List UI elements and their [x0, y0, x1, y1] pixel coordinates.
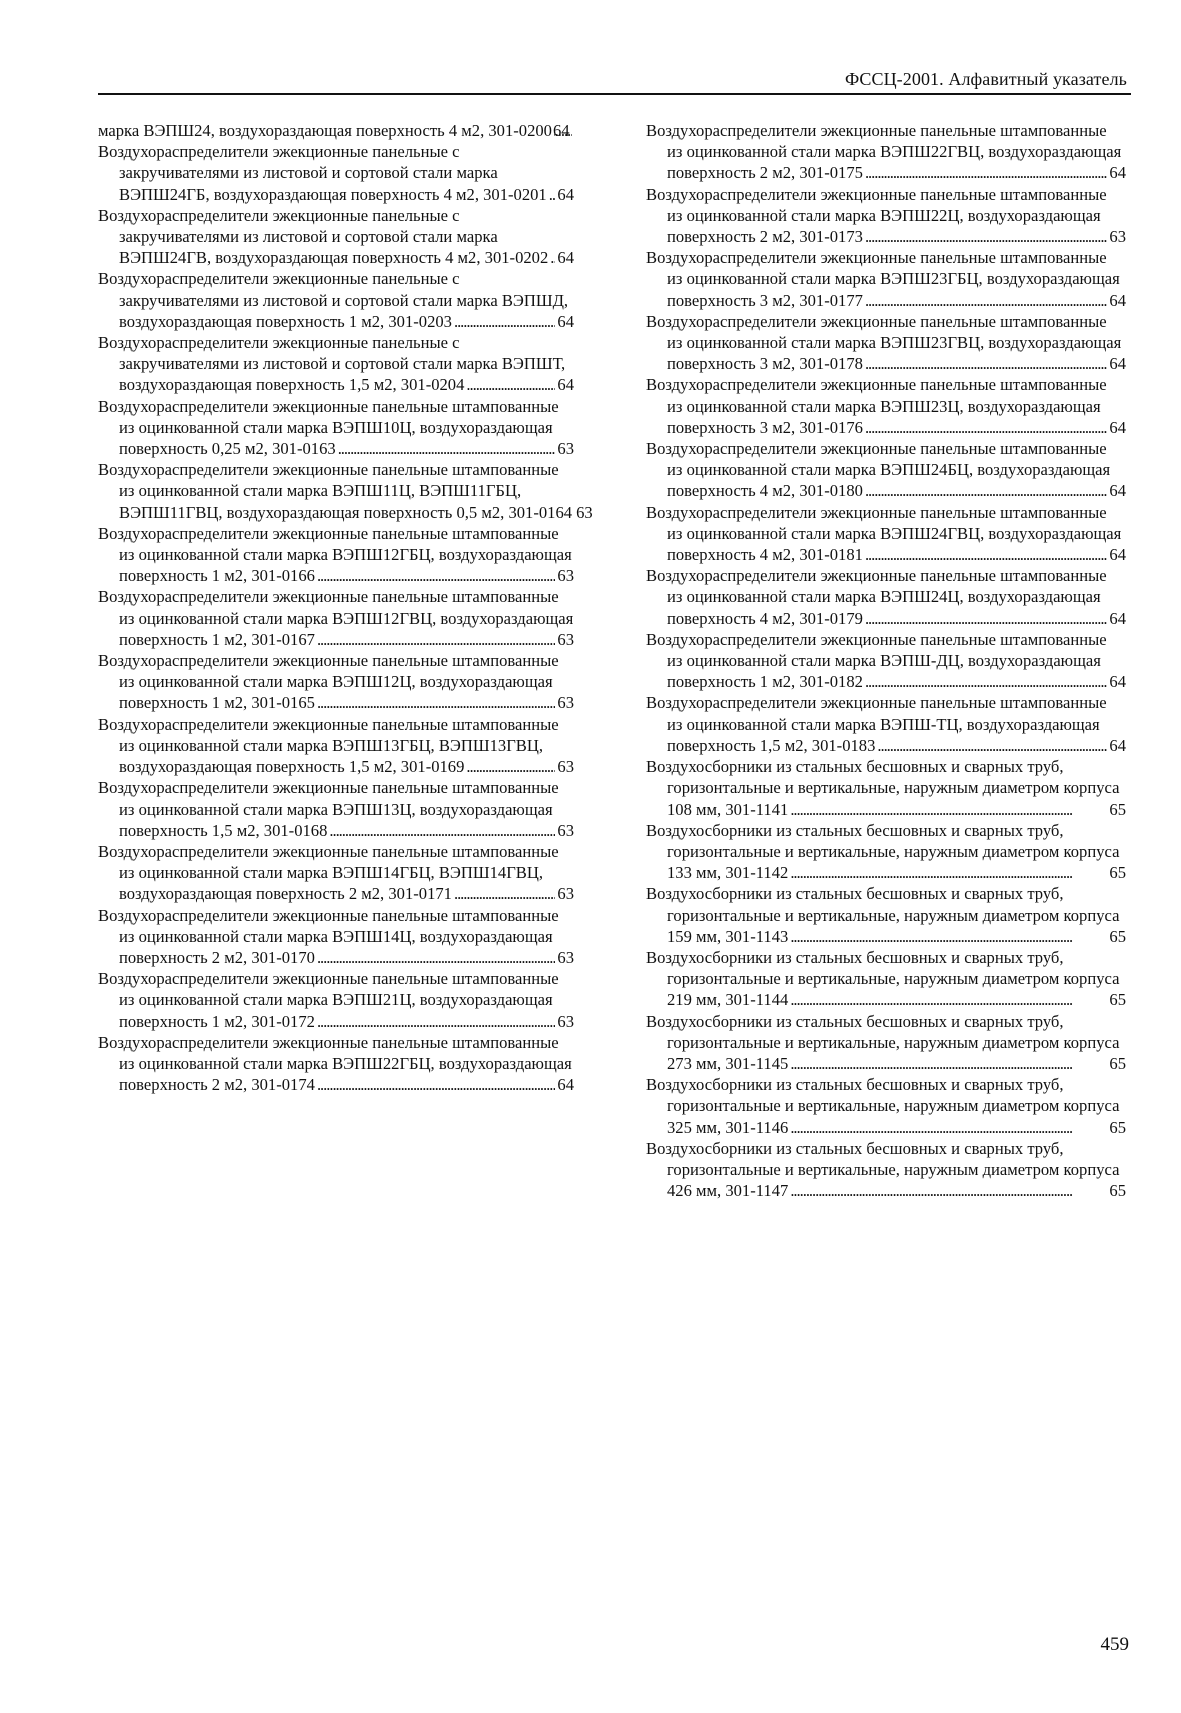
- index-entry-tail: воздухораздающая поверхность 1,5 м2, 301-0204: [119, 375, 465, 395]
- dot-leader: [865, 417, 1107, 438]
- index-page-ref: 65: [1109, 1053, 1126, 1073]
- index-entry: [646, 756, 1126, 820]
- index-entry-tail: поверхность 4 м2, 301-0181: [667, 545, 863, 565]
- index-entry-tail: поверхность 2 м2, 301-0173: [667, 227, 863, 247]
- dot-leader: [790, 799, 1107, 820]
- index-entry-tail: поверхность 1 м2, 301-0166: [119, 566, 315, 586]
- index-entry-tail: поверхность 3 м2, 301-0177: [667, 290, 863, 310]
- index-entry: [646, 947, 1126, 1011]
- index-entry-tail: воздухораздающая поверхность 2 м2, 301-0171: [119, 884, 452, 904]
- index-entry: [646, 184, 1126, 248]
- dot-leader: [454, 311, 555, 332]
- index-entry-text: Воздухораспределители эжекционные панельные штампованные из оцинкованной стали марка ВЭПШ22ГВЦ, воздухораздающая: [646, 121, 1122, 162]
- index-entry-tail: воздухораздающая поверхность 1 м2, 301-0203: [119, 311, 452, 331]
- index-page-ref: 64: [1109, 481, 1126, 501]
- dot-leader: [317, 692, 555, 713]
- index-page-ref: 64: [1109, 163, 1126, 183]
- header-rule: [98, 93, 1131, 95]
- index-entry-text: Воздухораспределители эжекционные панельные штампованные из оцинкованной стали марка ВЭПШ24Ц, воздухораздающая: [646, 566, 1107, 607]
- dot-leader: [790, 862, 1107, 883]
- index-entry: [98, 650, 574, 714]
- index-entry: [98, 714, 574, 778]
- index-entry-text: Воздухораспределители эжекционные панельные с закручивателями из листовой и сортовой стали марка ВЭПШД,: [98, 269, 569, 310]
- index-entry: [646, 1011, 1126, 1075]
- index-entry-text: Воздухораспределители эжекционные панельные штампованные из оцинкованной стали марка ВЭПШ23ГБЦ, воздухораздающая: [646, 248, 1120, 289]
- index-page-ref: 64: [1109, 608, 1126, 628]
- index-entry: [98, 905, 574, 969]
- index-page-ref: 64: [557, 1075, 574, 1095]
- index-page-ref: 63: [1109, 227, 1126, 247]
- dot-leader: [466, 756, 555, 777]
- index-page-ref: 63: [557, 757, 574, 777]
- index-entry-tail: поверхность 0,25 м2, 301-0163: [119, 439, 336, 459]
- index-entry: [646, 629, 1126, 693]
- dot-leader: [317, 947, 555, 968]
- index-entry-tail: 325 мм, 301-1146: [667, 1117, 789, 1137]
- dot-leader: [790, 989, 1107, 1010]
- index-entry-tail: 273 мм, 301-1145: [667, 1053, 789, 1073]
- index-page-ref: 64: [557, 248, 574, 268]
- index-entry: [98, 586, 574, 650]
- index-entry-tail: ВЭПШ24ГВ, воздухораздающая поверхность 4 м2, 301-0202: [119, 248, 549, 268]
- index-entry: [98, 968, 574, 1032]
- index-page-ref: 64: [557, 311, 574, 331]
- index-entry-text: Воздухораспределители эжекционные панельные штампованные из оцинкованной стали марка ВЭПШ13Ц, воздухораздающая: [98, 778, 559, 819]
- index-entry-text: Воздухосборники из стальных бесшовных и сварных труб, горизонтальные и вертикальные, наружным диаметром корпуса: [646, 1011, 1120, 1052]
- index-page-ref: 64: [557, 184, 574, 204]
- index-entry-text: Воздухораспределители эжекционные панельные штампованные из оцинкованной стали марка ВЭПШ13ГБЦ, ВЭПШ13ГВЦ,: [98, 714, 559, 755]
- index-entry: [646, 820, 1126, 884]
- index-entry-text: Воздухораспределители эжекционные панельные с закручивателями из листовой и сортовой стали марка: [98, 205, 498, 247]
- index-entry-tail: 159 мм, 301-1143: [667, 926, 789, 946]
- dot-leader: [790, 926, 1107, 947]
- index-entry: [98, 777, 574, 841]
- index-entry-text: Воздухораспределители эжекционные панельные штампованные из оцинкованной стали марка ВЭПШ22Ц, воздухораздающая: [646, 184, 1107, 225]
- index-entry-tail: ВЭПШ24ГБ, воздухораздающая поверхность 4 м2, 301-0201: [119, 184, 547, 204]
- index-entry: [98, 841, 574, 905]
- index-entry-text: Воздухосборники из стальных бесшовных и сварных труб, горизонтальные и вертикальные, наружным диаметром корпуса: [646, 1138, 1120, 1179]
- index-entry: [646, 883, 1126, 947]
- index-entry-text: Воздухораспределители эжекционные панельные с закручивателями из листовой и сортовой стали марка ВЭПШТ,: [98, 333, 566, 374]
- dot-leader: [329, 820, 555, 841]
- index-page-ref: 65: [1109, 990, 1126, 1010]
- index-entry-text: Воздухораспределители эжекционные панельные штампованные из оцинкованной стали марка ВЭПШ23ГВЦ, воздухораздающая: [646, 311, 1122, 353]
- index-page-ref: 63: [557, 693, 574, 713]
- index-entry: [98, 205, 574, 269]
- index-entry-text: Воздухораспределители эжекционные панельные штампованные из оцинкованной стали марка ВЭПШ12ГБЦ, воздухораздающая: [98, 523, 572, 565]
- index-column-left: [98, 120, 593, 1095]
- index-entry: [98, 141, 574, 205]
- index-page-ref: 64: [1109, 417, 1126, 437]
- dot-leader: [865, 544, 1107, 565]
- index-entry-text: Воздухораспределители эжекционные панельные штампованные из оцинкованной стали марка ВЭПШ24ГВЦ, воздухораздающая: [646, 502, 1122, 543]
- dot-leader: [317, 1074, 555, 1095]
- index-page-ref: 63: [557, 884, 574, 904]
- dot-leader: [550, 247, 555, 268]
- index-page-ref: 63: [557, 1011, 574, 1031]
- index-entry: [646, 438, 1126, 502]
- dot-leader: [865, 226, 1107, 247]
- index-entry: марка ВЭПШ24, воздухораздающая поверхность 4 м2, 301-0200 . . . 64: [98, 120, 574, 141]
- index-entry-tail: поверхность 3 м2, 301-0176: [667, 417, 863, 437]
- dot-leader: [865, 480, 1107, 501]
- index-entry-tail: поверхность 1,5 м2, 301-0168: [119, 820, 328, 840]
- index-entry-tail: 133 мм, 301-1142: [667, 863, 789, 883]
- index-page-ref: 64: [1109, 354, 1126, 374]
- index-page-ref: 63: [576, 502, 593, 522]
- index-page-ref: 64: [1109, 672, 1126, 692]
- index-entry-text: Воздухораспределители эжекционные панельные штампованные из оцинкованной стали марка ВЭПШ11Ц, ВЭПШ11ГБЦ,: [98, 460, 559, 501]
- page-number: 459: [1100, 1634, 1129, 1655]
- index-entry: [98, 396, 574, 460]
- dot-leader: [338, 438, 556, 459]
- index-entry: [98, 1032, 574, 1096]
- index-entry: [646, 374, 1126, 438]
- index-entry-tail: поверхность 1 м2, 301-0172: [119, 1011, 315, 1031]
- running-header: ФССЦ-2001. Алфавитный указатель: [845, 69, 1127, 89]
- index-page-ref: 63: [557, 629, 574, 649]
- dot-leader: [865, 608, 1107, 629]
- index-entry-tail: поверхность 4 м2, 301-0180: [667, 481, 863, 501]
- index-page-ref: 65: [1109, 863, 1126, 883]
- index-entry: [646, 247, 1126, 311]
- index-page-ref: 63: [557, 566, 574, 586]
- index-page-ref: 63: [557, 439, 574, 459]
- index-page-ref: 64: [557, 375, 574, 395]
- index-entry-text: Воздухосборники из стальных бесшовных и сварных труб, горизонтальные и вертикальные, наружным диаметром корпуса: [646, 1075, 1120, 1116]
- index-entry: [98, 268, 574, 332]
- index-entry-text: Воздухораспределители эжекционные панельные штампованные из оцинкованной стали марка ВЭПШ-ТЦ, воздухораздающая: [646, 693, 1107, 734]
- index-page-ref: 65: [1109, 1181, 1126, 1201]
- dot-leader: [317, 565, 555, 586]
- index-entry-tail: ВЭПШ11ГВЦ, воздухораздающая поверхность 0,5 м2, 301-0164: [119, 502, 573, 522]
- index-entry-tail: 219 мм, 301-1144: [667, 990, 789, 1010]
- dot-leader: [790, 1180, 1107, 1201]
- index-entry-text: Воздухосборники из стальных бесшовных и сварных труб, горизонтальные и вертикальные, наружным диаметром корпуса: [646, 757, 1120, 798]
- index-entry-tail: поверхность 2 м2, 301-0174: [119, 1075, 315, 1095]
- index-entry-text: Воздухосборники из стальных бесшовных и сварных труб, горизонтальные и вертикальные, наружным диаметром корпуса: [646, 820, 1120, 861]
- dot-leader: [865, 162, 1107, 183]
- index-entry-tail: поверхность 3 м2, 301-0178: [667, 354, 863, 374]
- index-entry-text: Воздухораспределители эжекционные панельные штампованные из оцинкованной стали марка ВЭПШ14ГБЦ, ВЭПШ14ГВЦ,: [98, 841, 559, 883]
- index-entry-tail: поверхность 1 м2, 301-0165: [119, 693, 315, 713]
- index-entry: [98, 332, 574, 396]
- dot-leader: [790, 1117, 1107, 1138]
- dot-leader: [865, 290, 1107, 311]
- index-entry-text: Воздухораспределители эжекционные панельные с закручивателями из листовой и сортовой стали марка: [98, 142, 498, 183]
- index-entry-tail: поверхность 2 м2, 301-0170: [119, 947, 315, 967]
- index-entry: [646, 120, 1126, 184]
- index-page-ref: 65: [1109, 926, 1126, 946]
- index-entry: [646, 1138, 1126, 1202]
- index-entry: [646, 692, 1126, 756]
- index-entry-text: Воздухосборники из стальных бесшовных и сварных труб, горизонтальные и вертикальные, наружным диаметром корпуса: [646, 947, 1120, 989]
- index-entry-tail: 108 мм, 301-1141: [667, 799, 789, 819]
- index-entry: [646, 311, 1126, 375]
- index-entry: [646, 565, 1126, 629]
- index-entry: [98, 459, 593, 523]
- index-entry-text: Воздухораспределители эжекционные панельные штампованные из оцинкованной стали марка ВЭПШ12Ц, воздухораздающая: [98, 651, 559, 692]
- index-column-right: [646, 120, 1126, 1201]
- dot-leader: [454, 883, 555, 904]
- index-entry-text: Воздухораспределители эжекционные панельные штампованные из оцинкованной стали марка ВЭПШ10Ц, воздухораздающая: [98, 396, 559, 437]
- dot-leader: [790, 1053, 1107, 1074]
- dot-leader: [317, 1011, 555, 1032]
- index-page-ref: 64: [1109, 545, 1126, 565]
- index-page-ref: 64: [1109, 735, 1126, 755]
- dot-leader: [549, 184, 556, 205]
- index-entry-tail: поверхность 4 м2, 301-0179: [667, 608, 863, 628]
- index-entry-tail: поверхность 1 м2, 301-0182: [667, 672, 863, 692]
- index-entry-text: Воздухосборники из стальных бесшовных и сварных труб, горизонтальные и вертикальные, наружным диаметром корпуса: [646, 884, 1120, 925]
- index-entry-text: Воздухораспределители эжекционные панельные штампованные из оцинкованной стали марка ВЭПШ23Ц, воздухораздающая: [646, 375, 1107, 416]
- index-page-ref: 63: [557, 947, 574, 967]
- index-entry-tail: 426 мм, 301-1147: [667, 1181, 789, 1201]
- index-entry-tail: марка ВЭПШ24, воздухораздающая поверхность 4 м2, 301-0200: [98, 121, 552, 140]
- index-page-ref: 65: [1109, 1117, 1126, 1137]
- index-page-ref: 64: [1109, 290, 1126, 310]
- index-page-ref: 63: [557, 820, 574, 840]
- index-entry-text: Воздухораспределители эжекционные панельные штампованные из оцинкованной стали марка ВЭПШ14Ц, воздухораздающая: [98, 905, 559, 946]
- dot-leader: [317, 629, 555, 650]
- index-entry: [646, 502, 1126, 566]
- dot-leader: [877, 735, 1107, 756]
- index-entry-text: Воздухораспределители эжекционные панельные штампованные из оцинкованной стали марка ВЭПШ-ДЦ, воздухораздающая: [646, 629, 1107, 671]
- index-entry-tail: поверхность 2 м2, 301-0175: [667, 163, 863, 183]
- dot-leader: [865, 671, 1107, 692]
- index-entry-text: Воздухораспределители эжекционные панельные штампованные из оцинкованной стали марка ВЭПШ12ГВЦ, воздухораздающая: [98, 587, 574, 628]
- index-entry-tail: поверхность 1,5 м2, 301-0183: [667, 735, 876, 755]
- index-entry-text: Воздухораспределители эжекционные панельные штампованные из оцинкованной стали марка ВЭПШ24БЦ, воздухораздающая: [646, 439, 1111, 480]
- index-page-ref: 65: [1109, 799, 1126, 819]
- index-entry: [98, 523, 574, 587]
- index-entry-tail: поверхность 1 м2, 301-0167: [119, 629, 315, 649]
- dot-leader: [865, 353, 1107, 374]
- dot-leader: [466, 374, 555, 395]
- index-entry-text: Воздухораспределители эжекционные панельные штампованные из оцинкованной стали марка ВЭПШ21Ц, воздухораздающая: [98, 969, 559, 1010]
- index-entry-tail: воздухораздающая поверхность 1,5 м2, 301-0169: [119, 757, 465, 777]
- index-entry-text: Воздухораспределители эжекционные панельные штампованные из оцинкованной стали марка ВЭПШ22ГБЦ, воздухораздающая: [98, 1032, 572, 1073]
- index-entry: [646, 1074, 1126, 1138]
